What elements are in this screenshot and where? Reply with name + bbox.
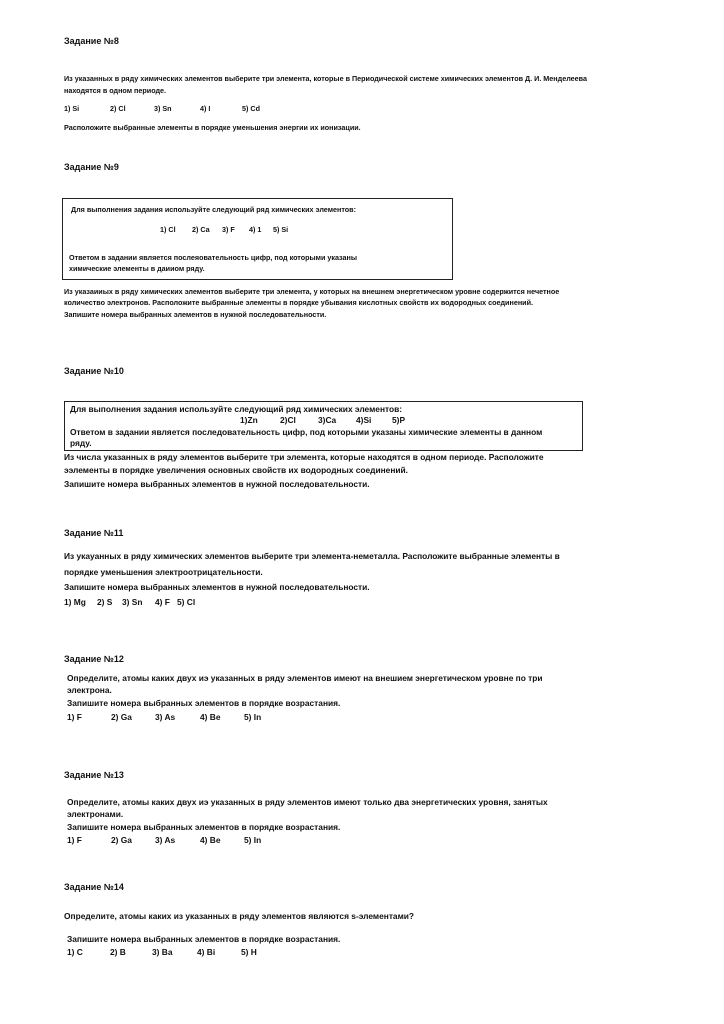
task-11-text-1: Из укауанных в ряду химических элементов выберите три элемента-неметалла. Расположите выбранные элементы в bbox=[64, 551, 560, 561]
task-11-text-2: порядке уменьшения электроотрицательности. bbox=[64, 567, 263, 577]
task-12-option-1: 1) F bbox=[67, 712, 82, 722]
task-8-option-4: 4) I bbox=[200, 104, 211, 113]
task-10-box-option-5: 5)P bbox=[392, 415, 406, 425]
task-9-box-option-5: 5) Si bbox=[273, 225, 289, 234]
task-9-instruction-box bbox=[62, 198, 453, 280]
task-12-option-4: 4) Be bbox=[200, 712, 221, 722]
task-10-box-option-4: 4)Si bbox=[356, 415, 372, 425]
task-11-option-1: 1) Mg bbox=[64, 597, 86, 607]
task-9-box-option-3: 3) F bbox=[222, 225, 235, 234]
task-8-text-2: находятся в одном периоде. bbox=[64, 86, 167, 95]
task-10-box-line-2: Ответом в задании является последовательность цифр, под которыми указаны химические элементы в данном bbox=[70, 427, 543, 437]
task-12-text-2: электрона. bbox=[67, 685, 112, 695]
task-12-title: Задание №12 bbox=[64, 654, 124, 664]
task-8-option-1: 1) Si bbox=[64, 104, 80, 113]
task-13-option-1: 1) F bbox=[67, 835, 82, 845]
task-9-title: Задание №9 bbox=[64, 162, 119, 172]
task-12-options bbox=[67, 711, 367, 724]
task-14-title: Задание №14 bbox=[64, 882, 124, 892]
task-8-text-3: Расположите выбранные элементы в порядке уменьшения энергии их ионизации. bbox=[64, 123, 361, 132]
task-12-option-5: 5) In bbox=[244, 712, 262, 722]
task-13-title: Задание №13 bbox=[64, 770, 124, 780]
task-9-box-line-2: Ответом в задании является послеяовательность цифр, под которыми указаны bbox=[69, 253, 357, 262]
task-14-option-5: 5) H bbox=[241, 947, 257, 957]
task-13-text-3: Запишите номера выбранных элементов в порядке возрастания. bbox=[67, 822, 341, 832]
task-11-options bbox=[64, 596, 364, 609]
task-12-text-1: Определите, атомы каких двух иэ указанных в ряду элементов имеют на внешием энергетическом уровне по три bbox=[67, 673, 543, 683]
task-10-box-option-1: 1)Zn bbox=[240, 415, 258, 425]
task-10-text-2: ээлементы в порядке увеличения основных свойств их водородных соединений. bbox=[64, 465, 408, 475]
task-11-option-3: 3) Sn bbox=[122, 597, 143, 607]
task-12-option-3: 3) As bbox=[155, 712, 176, 722]
task-9-text-2: количество электронов. Расположите выбранные элементы в порядке убывания кислотных свойств их водородных соединений. bbox=[64, 298, 533, 307]
task-14-options bbox=[67, 946, 367, 959]
task-9-box-options bbox=[160, 223, 360, 236]
task-10-box-option-3: 3)Ca bbox=[318, 415, 337, 425]
task-10-instruction-box bbox=[64, 401, 583, 451]
task-10-text-1: Из числа указанных в ряду элементов выберите три элемента, которые находятся в одном периоде. Расположите bbox=[64, 452, 544, 462]
task-11-option-5: 5) Cl bbox=[177, 597, 196, 607]
task-14-text-2: Запишите номера выбранных элементов в порядке возрастания. bbox=[67, 934, 341, 944]
task-14-option-3: 3) Ba bbox=[152, 947, 173, 957]
task-9-box-option-4: 4) 1 bbox=[249, 225, 262, 234]
task-12-text-3: Запишите номера выбранных элементов в порядке возрастания. bbox=[67, 698, 341, 708]
task-8-options bbox=[64, 102, 364, 115]
task-10-box-line-3: ряду. bbox=[70, 438, 92, 448]
task-13-text-2: электронами. bbox=[67, 809, 124, 819]
task-13-option-4: 4) Be bbox=[200, 835, 221, 845]
task-9-box-option-1: 1) Cl bbox=[160, 225, 176, 234]
task-8-option-2: 2) Cl bbox=[110, 104, 126, 113]
task-13-options bbox=[67, 834, 367, 847]
task-12-option-2: 2) Ga bbox=[111, 712, 132, 722]
task-8-option-3: 3) Sn bbox=[154, 104, 172, 113]
task-14-option-1: 1) C bbox=[67, 947, 83, 957]
task-8-option-5: 5) Cd bbox=[242, 104, 260, 113]
task-14-option-4: 4) Bi bbox=[197, 947, 216, 957]
task-13-option-2: 2) Ga bbox=[111, 835, 132, 845]
task-10-text-3: Запишите номера выбранных элементов в нужной последовательности. bbox=[64, 479, 370, 489]
task-14-option-2: 2) B bbox=[110, 947, 126, 957]
task-9-text-3: Запишите номера выбранных элементов в нужной последовательности. bbox=[64, 310, 327, 319]
task-9-box-option-2: 2) Ca bbox=[192, 225, 210, 234]
task-11-option-4: 4) F bbox=[155, 597, 170, 607]
task-9-text-1: Из указаииых в ряду химических элементов выберите три элемента, у которых на внешнем энергетическом уровне содержится нечетное bbox=[64, 287, 560, 296]
task-13-option-5: 5) In bbox=[244, 835, 262, 845]
task-9-box-line-1: Для выполнения задания используйте следующий ряд химических элементов: bbox=[71, 205, 356, 214]
task-14-text-1: Определите, атомы каких из указанных в ряду элементов являются s-элементами? bbox=[64, 911, 415, 921]
task-10-box-option-2: 2)Cl bbox=[280, 415, 296, 425]
task-10-title: Задание №10 bbox=[64, 366, 124, 376]
task-13-text-1: Определите, атомы каких двух иэ указанных в ряду элементов имеют только два энергетических уровня, занятых bbox=[67, 797, 548, 807]
task-13-option-3: 3) As bbox=[155, 835, 176, 845]
task-8-title: Задание №8 bbox=[64, 36, 119, 46]
task-8-text-1: Из указанных в ряду химических элементов выберите три элемента, которые в Периодической системе химических элементов Д. И. Менделеева bbox=[64, 74, 587, 83]
task-11-title: Задание №11 bbox=[64, 528, 124, 538]
task-10-box-line-1: Для выполнения задания используйте следующий ряд химических элементов: bbox=[70, 404, 403, 414]
task-9-box-line-3: химические элементы в даииом ряду. bbox=[69, 264, 205, 273]
task-11-option-2: 2) S bbox=[97, 597, 113, 607]
task-11-text-3: Запишите номера выбранных элементов в нужной последовательности. bbox=[64, 582, 370, 592]
